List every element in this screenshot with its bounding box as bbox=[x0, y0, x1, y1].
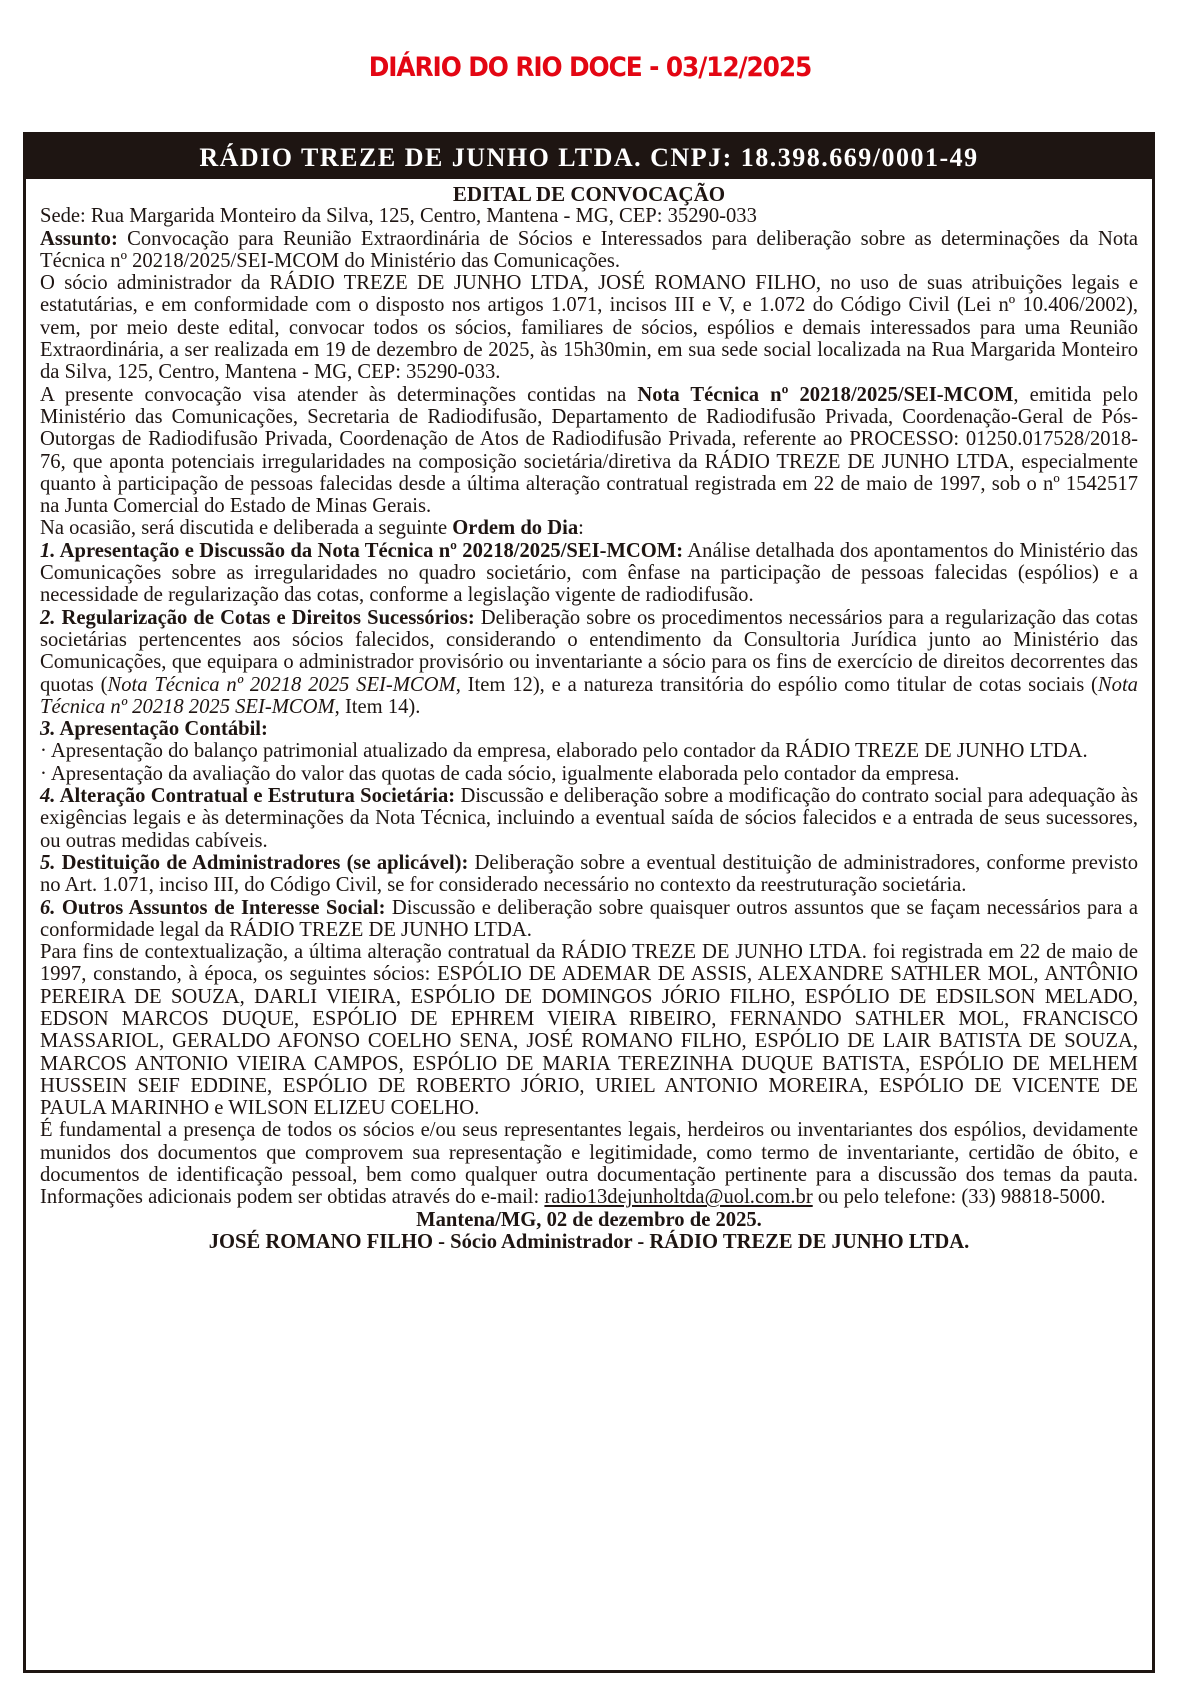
purpose-text-a: A presente convocação visa atender às determinações contidas na bbox=[40, 383, 638, 406]
agenda-item-1 bbox=[40, 540, 1138, 607]
assunto-label: Assunto: bbox=[40, 227, 118, 250]
newspaper-masthead: DIÁRIO DO RIO DOCE - 03/12/2025 bbox=[368, 52, 812, 83]
item-reference: Nota Técnica nº 20218 2025 SEI-MCOM bbox=[40, 673, 1138, 718]
attendance-paragraph bbox=[40, 1119, 1138, 1208]
item-text: Deliberação sobre os procedimentos necessários para a regularização das cotas societárias pertencentes aos sócios falecidos, considerando o entendimento da Consultoria Jurídica junto ao Ministério das Comunicações, que equipara o administrador provisório ou inventariante a sócio para os fins de exercício de direitos decorrentes das quotas ( bbox=[40, 606, 1138, 696]
place-date: Mantena/MG, 02 de dezembro de 2025. bbox=[416, 1208, 762, 1231]
item-text: Discussão e deliberação sobre a modificação do contrato social para adequação às exigências legais e às determinações da Nota Técnica, incluindo a eventual saída de sócios falecidos e a entrada de seus sucessores, ou outras medidas cabíveis. bbox=[40, 785, 1138, 852]
sede-line: Sede: Rua Margarida Monteiro da Silva, 125, Centro, Mantena - MG, CEP: 35290-033 bbox=[40, 205, 757, 228]
item-number: 3. bbox=[40, 718, 56, 741]
item-text: Análise detalhada dos apontamentos do Ministério das Comunicações sobre as irregularidades no quadro societário, com ênfase na participação de pessoas falecidas (espólios) e a necessidade de regularização das cotas, conforme a legislação vigente de radiodifusão. bbox=[40, 539, 1138, 607]
agenda-item-4 bbox=[40, 785, 1138, 852]
agenda-item-6 bbox=[40, 897, 1138, 942]
notice-body bbox=[26, 179, 1152, 1253]
item-text: Deliberação sobre a eventual destituição de administradores, conforme previsto no Art. 1.071, inciso III, do Código Civil, se for considerado necessário no contexto da reestruturação societária. bbox=[40, 851, 1138, 897]
signature: JOSÉ ROMANO FILHO - Sócio Administrador - RÁDIO TREZE DE JUNHO LTDA. bbox=[208, 1230, 970, 1253]
phone-text: ou pelo telefone: (33) 98818-5000. bbox=[812, 1186, 1106, 1209]
purpose-paragraph bbox=[40, 384, 1138, 518]
agenda-item-5 bbox=[40, 852, 1138, 897]
item-text-mid: , Item 12), e a natureza transitória do espólio como titular de cotas sociais ( bbox=[455, 673, 1098, 696]
item-heading: Apresentação e Discussão da Nota Técnica nº 20218/2025/SEI-MCOM: bbox=[55, 539, 684, 562]
item-heading: Alteração Contratual e Estrutura Societária: bbox=[55, 785, 456, 808]
company-header: RÁDIO TREZE DE JUNHO LTDA. CNPJ: 18.398.669/0001-49 bbox=[26, 135, 1152, 179]
item-number: 4. bbox=[40, 785, 56, 808]
purpose-nota-tecnica: Nota Técnica nº 20218/2025/SEI-MCOM bbox=[637, 383, 1014, 406]
item-text-end: , Item 14). bbox=[334, 695, 421, 718]
agenda-label: Ordem do Dia bbox=[452, 517, 579, 540]
item-heading: Apresentação Contábil: bbox=[55, 718, 268, 741]
attendance-text: É fundamental a presença de todos os sócios e/ou seus representantes legais, herdeiros ou inventariantes dos espólios, devidamente munidos dos documentos que comprovem sua representação e legitimidade, como termo de inventariante, certidão de óbito, e documentos de identificação pessoal, bem como qualquer outra documentação pertinente para a discussão dos temas da pauta. Informações adicionais podem ser obtidas através do e-mail: bbox=[40, 1119, 1138, 1209]
purpose-text-b: , emitida pelo Ministério das Comunicações, Secretaria de Radiodifusão, Departamento de Radiodifusão Privada, Coordenação-Geral de Pós-Outorgas de Radiodifusão Privada, Coordenação de Atos de Radiodifusão Privada, referente ao PROCESSO: 01250.017528/2018-76, que aponta potenciais irregularidades na composição societária/diretiva da RÁDIO TREZE DE JUNHO LTDA, especialmente quanto à participação de pessoas falecidas desde a última alteração contratual registrada em 22 de maio de 1997, sob o nº 1542517 na Junta Comercial do Estado de Minas Gerais. bbox=[40, 383, 1138, 518]
notice-frame bbox=[23, 132, 1155, 1673]
item-text: Discussão e deliberação sobre quaisquer outros assuntos que se façam necessários para a conformidade legal da RÁDIO TREZE DE JUNHO LTDA. bbox=[40, 896, 1138, 941]
agenda-intro bbox=[40, 517, 1138, 539]
notice-title: EDITAL DE CONVOCAÇÃO bbox=[452, 182, 726, 206]
partners-paragraph: Para fins de contextualização, a última alteração contratual da RÁDIO TREZE DE JUNHO LTDA. foi registrada em 22 de maio de 1997, constando, à época, os seguintes sócios: ESPÓLIO DE ADEMAR DE ASSIS, ALEXANDRE SATHLER MOL, ANTÔNIO PEREIRA DE SOUZA, DARLI VIEIRA, ESPÓLIO DE DOMINGOS JÓRIO FILHO, ESPÓLIO DE EDSILSON MELADO, EDSON MARCOS DUQUE, ESPÓLIO DE EPHREM VIEIRA RIBEIRO, FERNANDO SATHLER MOL, FRANCISCO MASSARIOL, GERALDO AFONSO COELHO SENA, JOSÉ ROMANO FILHO, ESPÓLIO DE LAIR BATISTA DE SOUZA, MARCOS ANTONIO VIEIRA CAMPOS, ESPÓLIO DE MARIA TEREZINHA DUQUE BATISTA, ESPÓLIO DE MELHEM HUSSEIN SEIF EDDINE, ESPÓLIO DE ROBERTO JÓRIO, URIEL ANTONIO MOREIRA, ESPÓLIO DE VICENTE DE PAULA MARINHO e WILSON ELIZEU COELHO. bbox=[40, 941, 1138, 1120]
item-reference: Nota Técnica nº 20218 2025 SEI-MCOM bbox=[107, 673, 456, 696]
agenda-bullet: · Apresentação da avaliação do valor das quotas de cada sócio, igualmente elaborada pelo contador da empresa. bbox=[40, 762, 960, 785]
item-number: 5. bbox=[40, 851, 56, 874]
item-number: 2. bbox=[40, 606, 56, 629]
email-link[interactable]: radio13dejunholtda@uol.com.br bbox=[544, 1186, 813, 1209]
item-number: 6. bbox=[40, 896, 56, 919]
agenda-item-2 bbox=[40, 607, 1138, 718]
assunto-paragraph bbox=[40, 228, 1138, 273]
agenda-intro-text: Na ocasião, será discutida e deliberada a seguinte bbox=[40, 517, 453, 540]
item-heading: Regularização de Cotas e Direitos Sucessórios: bbox=[55, 606, 475, 629]
item-heading: Destituição de Administradores (se aplicável): bbox=[55, 851, 469, 874]
agenda-bullet: · Apresentação do balanço patrimonial atualizado da empresa, elaborado pelo contador da RÁDIO TREZE DE JUNHO LTDA. bbox=[40, 740, 1088, 763]
assunto-text: Convocação para Reunião Extraordinária de Sócios e Interessados para deliberação sobre as determinações da Nota Técnica nº 20218/2025/SEI-MCOM do Ministério das Comunicações. bbox=[40, 227, 1138, 272]
agenda-colon: : bbox=[578, 517, 584, 540]
convocation-paragraph: O sócio administrador da RÁDIO TREZE DE JUNHO LTDA, JOSÉ ROMANO FILHO, no uso de suas atribuições legais e estatutárias, e em conformidade com o disposto nos artigos 1.071, incisos III e V, e 1.072 do Código Civil (Lei nº 10.406/2002), vem, por meio deste edital, convocar todos os sócios, familiares de sócios, espólios e demais interessados para uma Reunião Extraordinária, a ser realizada em 19 de dezembro de 2025, às 15h30min, em sua sede social localizada na Rua Margarida Monteiro da Silva, 125, Centro, Mantena - MG, CEP: 35290-033. bbox=[40, 272, 1138, 384]
item-heading: Outros Assuntos de Interesse Social: bbox=[55, 896, 386, 919]
item-number: 1. bbox=[40, 539, 56, 562]
agenda-item-3 bbox=[40, 718, 1138, 740]
